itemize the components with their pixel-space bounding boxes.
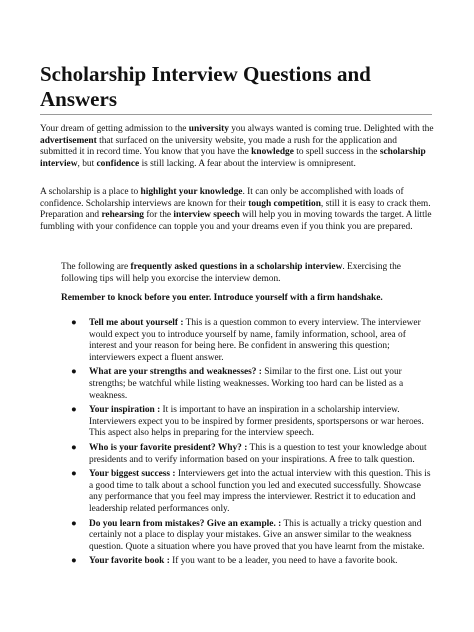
bold-run: frequently asked questions in a scholarship interview (130, 262, 343, 272)
question-label: Your favorite book : (89, 556, 170, 567)
text-run: , still it is easy to crack them. Preparation and (40, 198, 431, 221)
text-run: will help you in moving towards the target. A little fumbling with your confidence can topple you and your dreams even if you think you are prepared. (40, 210, 432, 232)
question-label: Do you learn from mistakes? Give an example. : (89, 518, 282, 529)
text-run: The following are (61, 262, 131, 272)
answer-text: It is important to have an inspiration in a scholarship interview. Interviewers expect you to be inspired by former presidents, sportspersons or war heroes. This aspect also helps in preparing for the interview speech. (89, 405, 424, 439)
question-list (61, 318, 431, 571)
text-run: that surfaced on the university website, you made a rush for the application and submitted it in record time. You know that you have the (40, 135, 397, 158)
text-run: Your dream of getting admission to the (40, 124, 189, 134)
list-item (61, 443, 431, 466)
tip-heading: Remember to knock before you enter. Introduce yourself with a firm handshake. (61, 293, 383, 303)
list-item (61, 405, 431, 440)
list-item (61, 519, 431, 554)
bullet-icon: ● (71, 405, 77, 416)
text-run: to spell success in the (293, 147, 380, 158)
text-run: is still lacking. A fear about the interview is omnipresent. (139, 158, 356, 169)
document-title: Scholarship Interview Questions and Answers (40, 62, 371, 111)
text-run: you always wanted is coming true. Delighted with the (228, 124, 434, 134)
question-label: Your biggest success : (89, 469, 176, 480)
list-item (61, 318, 431, 364)
question-label: Your inspiration : (89, 405, 161, 416)
question-label: Who is your favorite president? Why? : (89, 442, 248, 453)
faq-intro-paragraph (61, 262, 431, 285)
bullet-icon: ● (71, 367, 77, 378)
question-label: What are your strengths and weaknesses? : (89, 367, 262, 378)
answer-text: Similar to the first one. List out your strengths; be watchful while listing weaknesses. Working too hard can be listed as a weakness. (89, 367, 404, 401)
text-run: . It can only be accomplished with loads of confidence. Scholarship interviews are known for their (40, 187, 404, 209)
bold-run: knowledge (251, 147, 294, 158)
list-item (61, 556, 431, 568)
scholarship-paragraph (40, 187, 434, 233)
answer-text: This is a question common to every interview. The interviewer would expect you to introduce yourself by name, family information, school, area of interest and your reason for being here. Be confident in answering this question; interviewers expect a fluent answer. (89, 318, 421, 363)
bullet-icon: ● (71, 318, 77, 328)
answer-text: This is a question to test your knowledge about presidents and to verify information based on your inspirations. A free to talk question. (89, 442, 427, 465)
list-item (61, 367, 431, 402)
list-item (61, 469, 431, 515)
bold-run: interview speech (173, 210, 240, 221)
title-divider (40, 114, 432, 115)
bold-run: tough competition (248, 198, 321, 209)
answer-text: If you want to be a leader, you need to have a favorite book. (169, 556, 398, 567)
bold-run: rehearsing (101, 210, 144, 221)
answer-text: Interviewers get into the actual interview with this question. This is a good time to talk about a school function you led and executed successfully. Showcase any performance that you feel may impress the interviewer. Restrict it to education and leadership related performances only. (89, 469, 431, 514)
bullet-icon: ● (71, 518, 77, 529)
intro-paragraph (40, 124, 434, 170)
bold-run: advertisement (40, 135, 97, 146)
text-run: for the (143, 210, 174, 221)
question-label: Tell me about yourself : (89, 318, 184, 328)
bullet-icon: ● (71, 442, 77, 453)
bullet-icon: ● (71, 556, 77, 567)
bold-run: highlight your knowledge (140, 187, 243, 197)
text-run: . Exercising the following tips will help you exorcise the interview demon. (61, 262, 401, 284)
bold-run: university (188, 124, 229, 134)
text-run: A scholarship is a place to (40, 187, 141, 197)
bullet-icon: ● (71, 469, 77, 480)
text-run: , but (77, 158, 97, 169)
answer-text: This is actually a tricky question and certainly not a place to display your mistakes. Give an answer similar to the weakness question. Quote a situation where you have proved that you have learnt from the mistake. (89, 518, 425, 552)
bold-run: scholarship interview (40, 147, 426, 169)
bold-run: confidence (96, 158, 140, 169)
